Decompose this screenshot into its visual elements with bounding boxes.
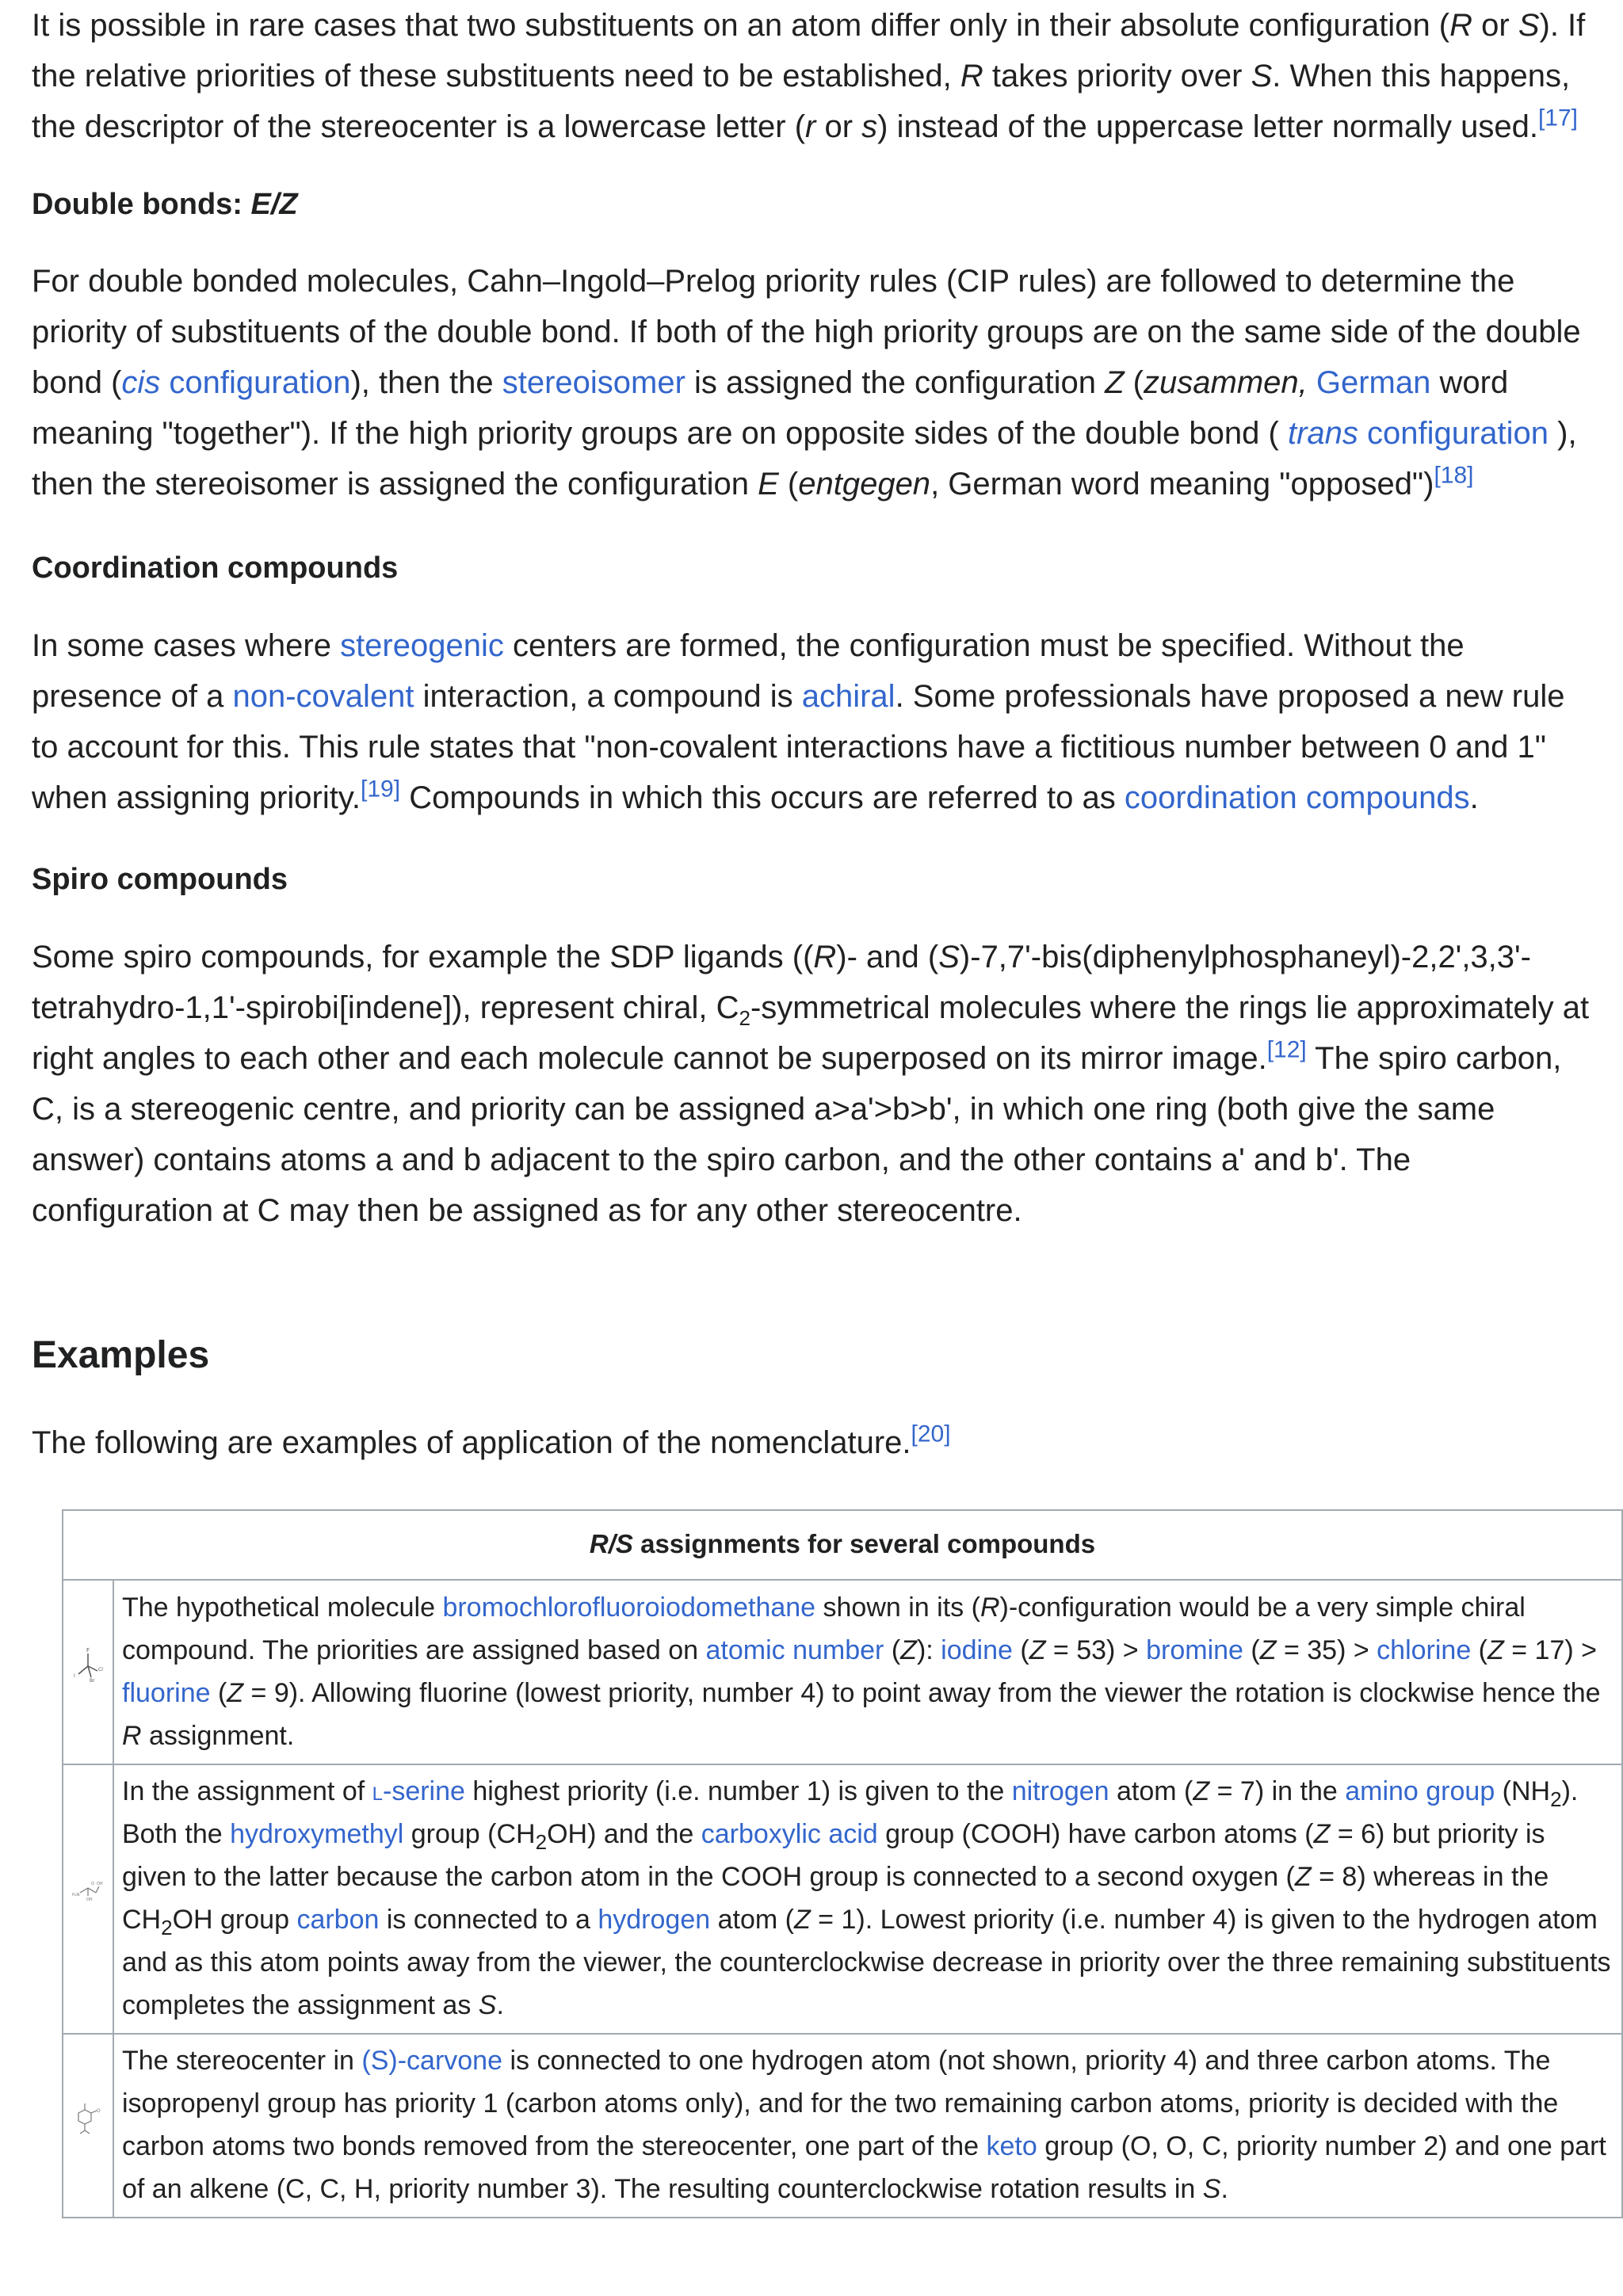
citation-link[interactable]: [17] [1537, 105, 1578, 132]
text: assignment. [141, 1720, 295, 1751]
section-heading-spiro: Spiro compounds [32, 863, 288, 896]
svg-text:O: O [91, 1882, 94, 1886]
fluorine-link[interactable]: fluorine [122, 1677, 211, 1708]
text: R/S [589, 1529, 633, 1558]
text: or [1472, 8, 1518, 43]
text: configuration [1358, 416, 1549, 451]
svg-text:Cl: Cl [98, 1666, 103, 1672]
text: ( [778, 467, 799, 502]
text: . [1220, 2174, 1228, 2204]
text: = 35) > [1276, 1634, 1377, 1665]
text: Z [1105, 365, 1125, 400]
text: is connected to one hydrogen atom (not shown, priority 4) and three carbon atoms. The isopropenyl group has priority 1 (carbon atoms only), and for the two remaining carbon atoms, priority is decided with the carbon atoms two bonds removed from the stereocenter, one part of the [122, 2046, 1559, 2161]
text: shown in its ( [815, 1592, 980, 1623]
text: atom ( [710, 1905, 794, 1935]
svg-text:F: F [86, 1646, 90, 1653]
text: ), then the stereoisomer is assigned the configuration [32, 416, 1577, 502]
text: Z [227, 1677, 244, 1708]
text: = 7) in the [1209, 1776, 1346, 1806]
text: = 1). Lowest priority (i.e. number 4) is given to the hydrogen atom and as this atom points away from the viewer, the counterclockwise decrease in priority over the three remaining substituents completes the assignment as [122, 1905, 1611, 2020]
double-bond-paragraph [32, 256, 1591, 509]
svg-text:I: I [74, 1672, 75, 1679]
text: S [938, 940, 960, 974]
text: takes priority over [983, 59, 1251, 93]
text: ( [210, 1677, 227, 1708]
text: word meaning "together"). If the high priority groups are on opposite sides of the double bond ( [32, 365, 1509, 451]
table-caption [63, 1510, 1622, 1580]
citation-link[interactable]: [20] [911, 1421, 951, 1447]
text: R [813, 940, 837, 974]
text: The spiro carbon, C, is a stereogenic centre, and priority can be assigned a>a'>b>b', in which one ring (both give the same answer) contains atoms a and b adjacent to the spiro carbon, and the other contains a' and b'. The configuration at C may then be assigned as for any other stereocentre. [32, 1041, 1562, 1228]
text: s [861, 109, 878, 144]
svg-text:OH: OH [86, 1897, 93, 1902]
text: Some spiro compounds, for example the SDP ligands (( [32, 940, 814, 974]
iodine-link[interactable]: iodine [941, 1634, 1013, 1665]
text: = 9). Allowing fluorine (lowest priority, number 4) to point away from the viewer the rotation is clockwise hence the [243, 1677, 1601, 1708]
text: . When this happens, the descriptor of the stereocenter is a lowercase letter ( [32, 59, 1571, 144]
text: = 8) whereas in the CH [122, 1862, 1549, 1935]
carboxylic-acid-link[interactable]: carboxylic acid [701, 1819, 878, 1849]
text: configuration [160, 365, 351, 400]
text: Z [1193, 1776, 1210, 1806]
text: S [1251, 59, 1273, 93]
text: 2 [161, 1915, 173, 1939]
text: R [1449, 8, 1473, 43]
table-cell-description [113, 2034, 1622, 2218]
chlorine-link[interactable]: chlorine [1377, 1634, 1472, 1665]
text: The stereocenter in [122, 2046, 362, 2076]
text: 2 [739, 1006, 750, 1030]
achiral-link[interactable]: achiral [801, 679, 896, 714]
coordination-paragraph [32, 620, 1591, 823]
text: )- and ( [836, 940, 939, 974]
text: Z [900, 1634, 917, 1665]
citation-link[interactable]: [12] [1266, 1036, 1307, 1063]
text: -symmetrical molecules where the rings lie approximately at right angles to each other and each molecule cannot be superposed on its mirror image. [32, 990, 1590, 1076]
text: ( [1012, 1634, 1029, 1665]
molecule-image-cell[interactable] [63, 1764, 113, 2034]
stereoisomer-link[interactable]: stereoisomer [502, 365, 685, 400]
svg-text:OH: OH [97, 1882, 103, 1886]
text: Z [1294, 1862, 1312, 1892]
svg-text:O: O [97, 2108, 101, 2114]
amino-group-link[interactable]: amino group [1345, 1776, 1495, 1806]
text: . [1469, 780, 1479, 815]
text: OH group [172, 1905, 297, 1935]
text: -serine [383, 1776, 465, 1806]
text: ( [1471, 1634, 1488, 1665]
text: ). Both the [122, 1776, 1579, 1849]
stereogenic-link[interactable]: stereogenic [340, 628, 504, 663]
text: It is possible in rare cases that two substituents on an atom differ only in their absolute configuration ( [32, 8, 1450, 43]
text: Double bonds: [32, 188, 251, 221]
text: In the assignment of [122, 1776, 372, 1806]
section-heading-double-bonds [32, 179, 298, 230]
svg-text:H₂N: H₂N [72, 1893, 80, 1897]
text: . Some professionals have proposed a new rule to account for this. This rule states that "non-covalent interactions have a fictitious number between 0 and 1" when assigning priority. [32, 679, 1565, 815]
citation-link[interactable]: [19] [361, 776, 401, 803]
text: zusammen, [1144, 365, 1308, 400]
text: For double bonded molecules, Cahn–Ingold–Prelog priority rules (CIP rules) are followed to determine the priority of substituents of the double bond. If both of the high priority groups are on the same side of the double bond ( [32, 264, 1581, 400]
carbon-link[interactable]: carbon [296, 1905, 380, 1935]
hydroxymethyl-link[interactable]: hydroxymethyl [230, 1819, 404, 1849]
text: E [758, 467, 779, 502]
text: is connected to a [379, 1905, 598, 1935]
table-cell-description [113, 1580, 1622, 1764]
text: group (COOH) have carbon atoms ( [877, 1819, 1314, 1849]
text: highest priority (i.e. number 1) is given to the [464, 1776, 1012, 1806]
text: ), then the [350, 365, 502, 400]
text: (NH [1495, 1776, 1551, 1806]
s-carvone-structure-icon [72, 2096, 104, 2143]
cis-configuration-link[interactable] [121, 365, 350, 400]
text: entgegen [798, 467, 931, 502]
text: Compounds in which this occurs are referred to as [400, 780, 1125, 815]
text: )-configuration would be a very simple chiral compound. The priorities are assigned based on [122, 1592, 1526, 1665]
text: . [496, 1990, 504, 2020]
table-row [63, 2034, 1622, 2218]
german-link[interactable]: German [1316, 365, 1431, 400]
nitrogen-link[interactable]: nitrogen [1011, 1776, 1109, 1806]
text: E/Z [250, 188, 298, 221]
text: Z [793, 1905, 811, 1935]
text: ( [1124, 365, 1144, 400]
svg-text:Br: Br [90, 1677, 95, 1684]
hydrogen-link[interactable]: hydrogen [598, 1905, 711, 1935]
text: cis [121, 365, 161, 400]
text: 2 [535, 1829, 548, 1854]
text: group (O, O, C, priority number 2) and one part of an alkene (C, C, H, priority number 3). The resulting counterclockwise rotation results in [122, 2131, 1606, 2204]
text: The hypothetical molecule [122, 1592, 443, 1623]
text: Z [1313, 1819, 1331, 1849]
bromochlorofluoroiodomethane-structure-icon [72, 1642, 104, 1690]
text: = 53) > [1045, 1634, 1147, 1665]
text: The following are examples of application of the nomenclature. [32, 1425, 911, 1460]
text: centers are formed, the configuration must be specified. Without the presence of a [32, 628, 1465, 714]
text: R [960, 59, 983, 93]
text: r [805, 109, 816, 144]
text: In some cases where [32, 628, 341, 663]
text: OH) and the [547, 1819, 701, 1849]
trans-configuration-link[interactable] [1288, 416, 1549, 451]
table-caption-row [63, 1510, 1622, 1580]
text: R [122, 1720, 142, 1751]
text: trans [1287, 416, 1358, 451]
text: , German word meaning "opposed") [930, 467, 1434, 502]
text: group (CH [403, 1819, 536, 1849]
text: assignments for several compounds [632, 1529, 1096, 1558]
citation-link[interactable]: [18] [1434, 462, 1474, 489]
table-row [63, 1764, 1622, 2034]
text: ): [916, 1634, 941, 1665]
coordination-compounds-link[interactable]: coordination compounds [1124, 780, 1470, 815]
text: interaction, a compound is [414, 679, 802, 714]
text: ). If the relative priorities of these substituents need to be established, [32, 8, 1586, 93]
s-carvone-link[interactable]: (S)-carvone [361, 2046, 502, 2076]
text: S [478, 1990, 497, 2020]
examples-table [62, 1509, 1623, 2218]
text: )-7,7'-bis(diphenylphosphaneyl)-2,2',3,3'-tetrahydro-1,1'-spirobi[indene]), represent chiral, C [32, 940, 1531, 1025]
l-serine-structure-icon [72, 1869, 104, 1917]
section-heading-examples: Examples [32, 1334, 210, 1376]
text: = 6) but priority is given to the latter because the carbon atom in the COOH group is connected to a second oxygen ( [122, 1819, 1545, 1892]
text: S [1518, 8, 1540, 43]
molecule-image-cell[interactable] [63, 2034, 113, 2218]
text: is assigned the configuration [685, 365, 1106, 400]
table-row [63, 1580, 1622, 1764]
bromine-link[interactable]: bromine [1146, 1634, 1243, 1665]
molecule-image-cell[interactable] [63, 1580, 113, 1764]
text: atom ( [1109, 1776, 1193, 1806]
text: = 17) > [1503, 1634, 1597, 1665]
text: Z [1487, 1634, 1504, 1665]
text: ) instead of the uppercase letter normally used. [877, 109, 1538, 144]
examples-intro [32, 1417, 1591, 1468]
text: ( [1243, 1634, 1260, 1665]
spiro-paragraph [32, 932, 1591, 1236]
text: l [372, 1776, 383, 1806]
text [1308, 365, 1316, 400]
text: ( [884, 1634, 901, 1665]
l-serine-link[interactable] [372, 1776, 465, 1806]
absolute-config-paragraph [32, 0, 1591, 152]
keto-link[interactable]: keto [986, 2131, 1037, 2161]
bromochlorofluoroiodomethane-link[interactable]: bromochlorofluoroiodomethane [442, 1592, 816, 1623]
text: Z [1259, 1634, 1277, 1665]
section-heading-coordination: Coordination compounds [32, 551, 399, 585]
non-covalent-link[interactable]: non-covalent [232, 679, 414, 714]
text: S [1202, 2174, 1221, 2204]
table-cell-description [113, 1764, 1622, 2034]
text: or [815, 109, 862, 144]
text: 2 [1550, 1787, 1562, 1811]
atomic-number-link[interactable]: atomic number [705, 1634, 884, 1665]
text: Z [1029, 1634, 1046, 1665]
text: R [980, 1592, 1000, 1623]
